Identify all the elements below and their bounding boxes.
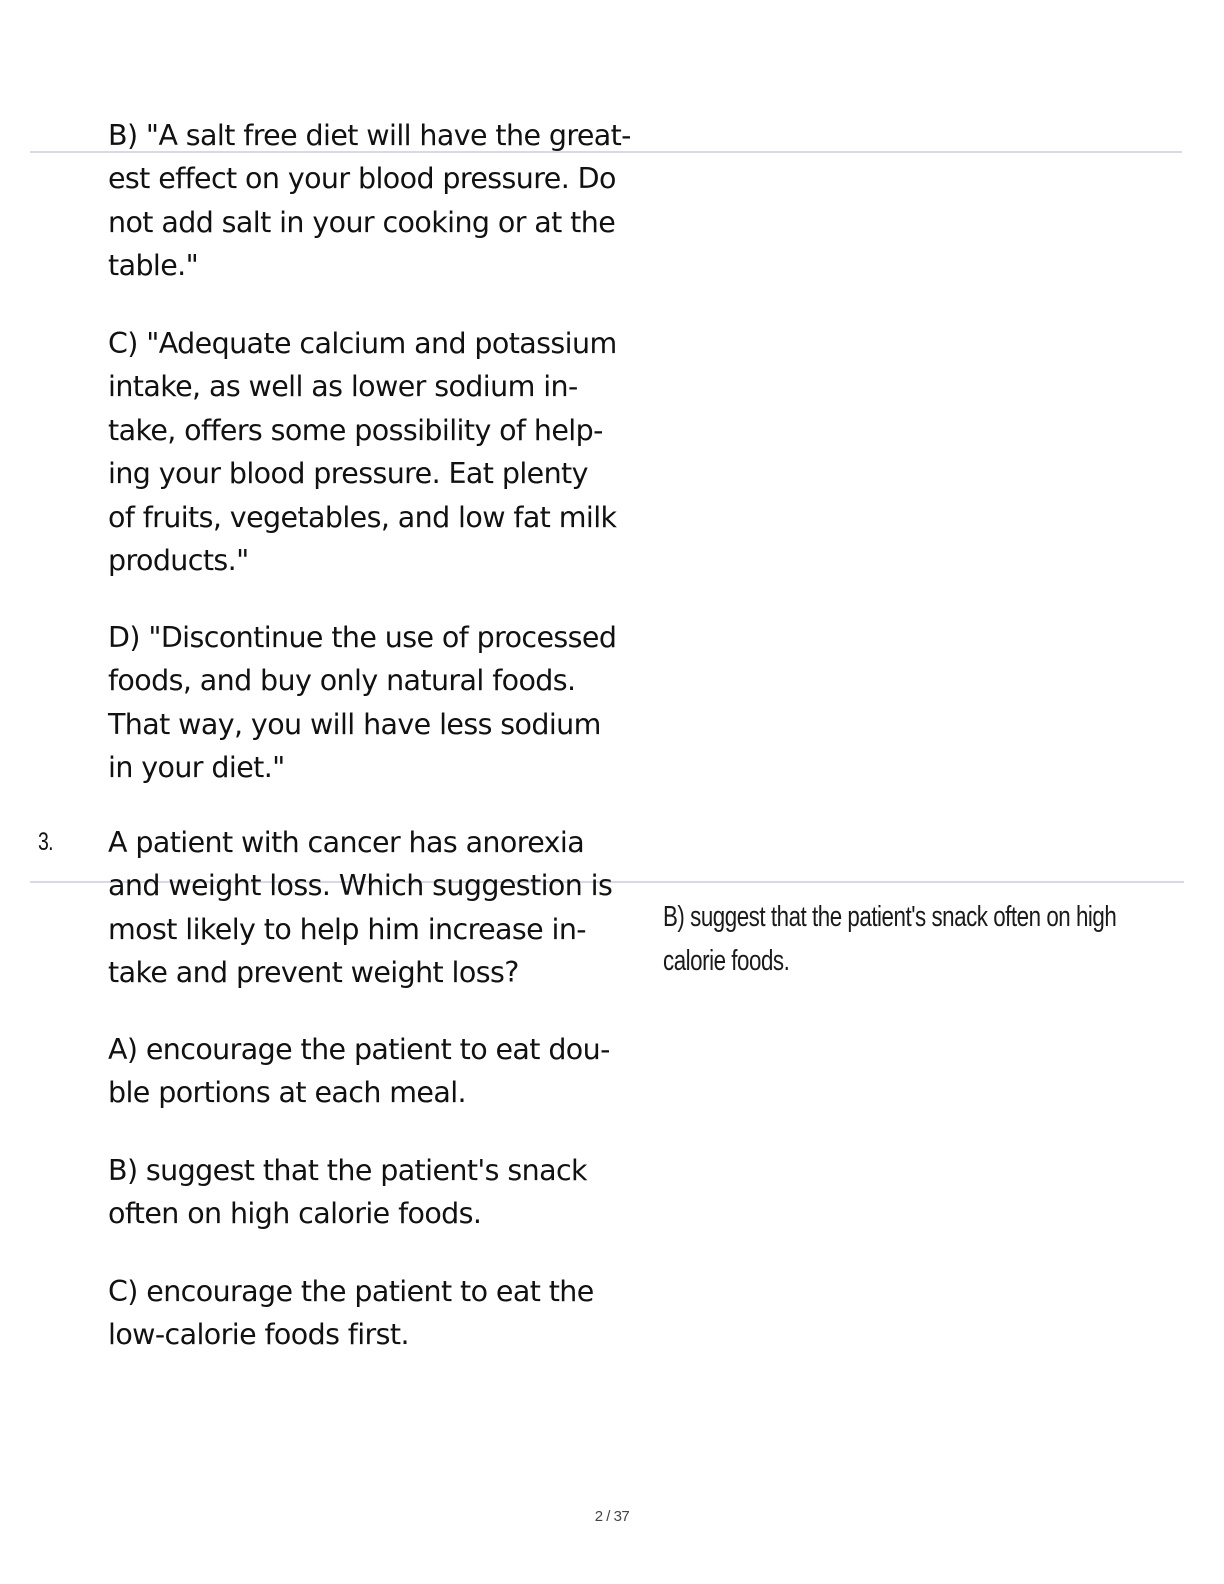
q3-option-a: A) encourage the patient to eat dou- ble portions at each meal. bbox=[108, 1033, 610, 1110]
q3-option-c: C) encourage the patient to eat the low-calorie foods first. bbox=[108, 1275, 594, 1352]
q3-option-b: B) suggest that the patient's snack often on high calorie foods. bbox=[108, 1154, 587, 1231]
q2-option-d: D) "Discontinue the use of processed foods, and buy only natural foods. That way, you will have less sodium in your diet." bbox=[108, 621, 617, 785]
q2-option-c: C) "Adequate calcium and potassium intake, as well as lower sodium in- take, offers some possibility of help- ing your blood pressure. Eat plenty of fruits, vegetables, and low fat milk products." bbox=[108, 327, 617, 578]
q3-answer: B) suggest that the patient's snack often on high calorie foods. bbox=[663, 901, 1117, 977]
q3-stem: A patient with cancer has anorexia and weight loss. Which suggestion is most likely to help him increase in- take and prevent weight loss? bbox=[108, 826, 613, 990]
q2-option-b: B) "A salt free diet will have the great- est effect on your blood pressure. Do not add salt in your cooking or at the table." bbox=[108, 119, 631, 283]
question-number: 3. bbox=[38, 828, 53, 856]
page-indicator: 2 / 37 bbox=[594, 1508, 630, 1525]
